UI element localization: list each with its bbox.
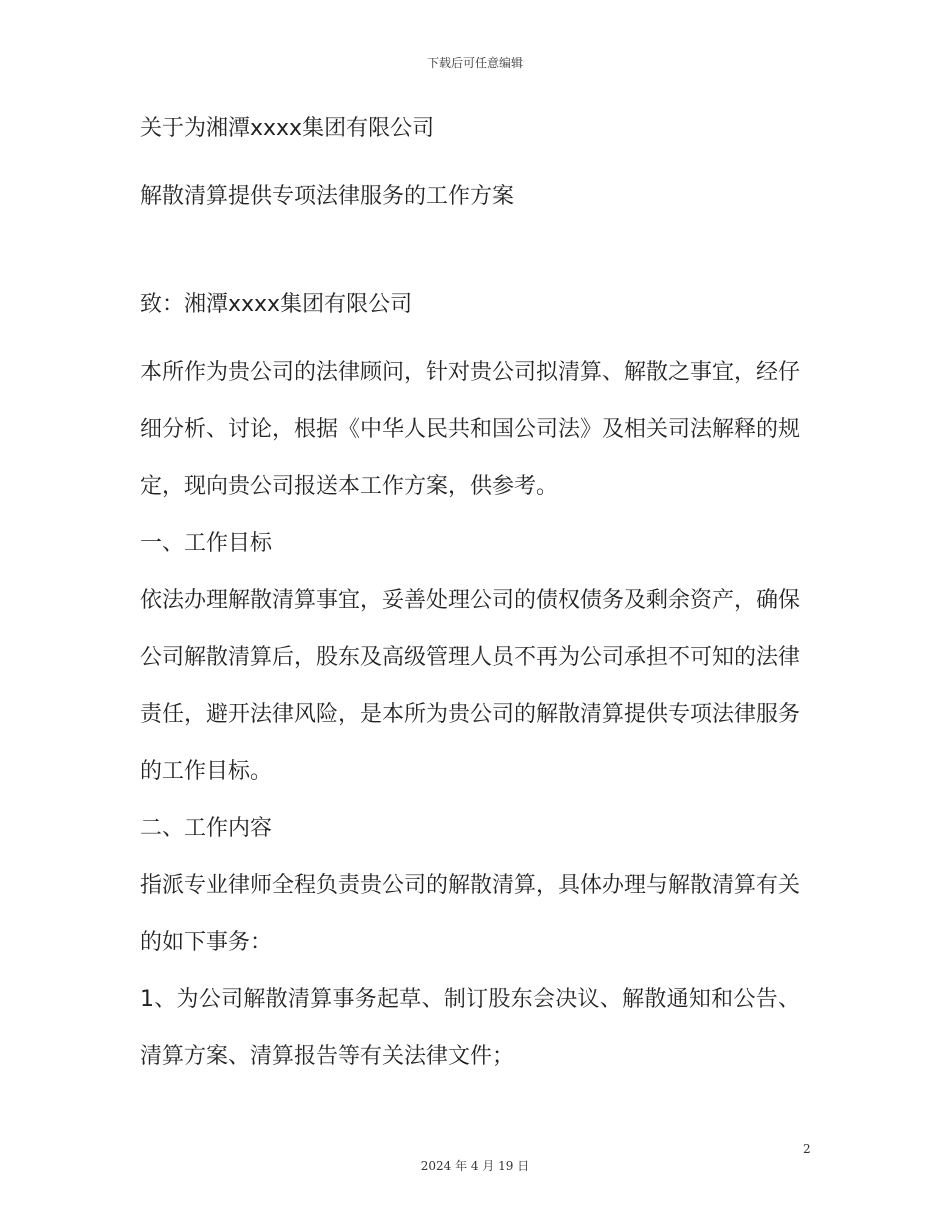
page-number: 2	[803, 1142, 811, 1156]
document-body	[140, 110, 800, 1085]
salutation: 致：湘潭xxxx集团有限公司	[140, 292, 413, 317]
header-note: 下载后可任意编辑	[426, 56, 523, 70]
intro-paragraph: 本所作为贵公司的法律顾问，针对贵公司拟清算、解散之事宜，经仔细分析、讨论，根据《中华人民共和国公司法》及相关司法解释的规定，现向贵公司报送本工作方案，供参考。	[140, 360, 801, 499]
document-title-line-1: 关于为湘潭xxxx集团有限公司	[140, 116, 435, 141]
section-1-heading: 一、工作目标	[140, 531, 273, 556]
footer-date: 2024 年 4 月 19 日	[420, 1159, 530, 1173]
list-item-1: 1、为公司解散清算事务起草、制订股东会决议、解散通知和公告、清算方案、清算报告等有关法律文件；	[140, 987, 800, 1069]
section-1-paragraph: 依法办理解散清算事宜，妥善处理公司的债权债务及剩余资产，确保公司解散清算后，股东及高级管理人员不再为公司承担不可知的法律责任，避开法律风险，是本所为贵公司的解散清算提供专项法律服务的工作目标。	[140, 588, 801, 784]
section-2-paragraph: 指派专业律师全程负责贵公司的解散清算，具体办理与解散清算有关的如下事务：	[140, 873, 801, 955]
section-2-heading: 二、工作内容	[140, 816, 273, 841]
document-title-line-2: 解散清算提供专项法律服务的工作方案	[140, 184, 515, 209]
